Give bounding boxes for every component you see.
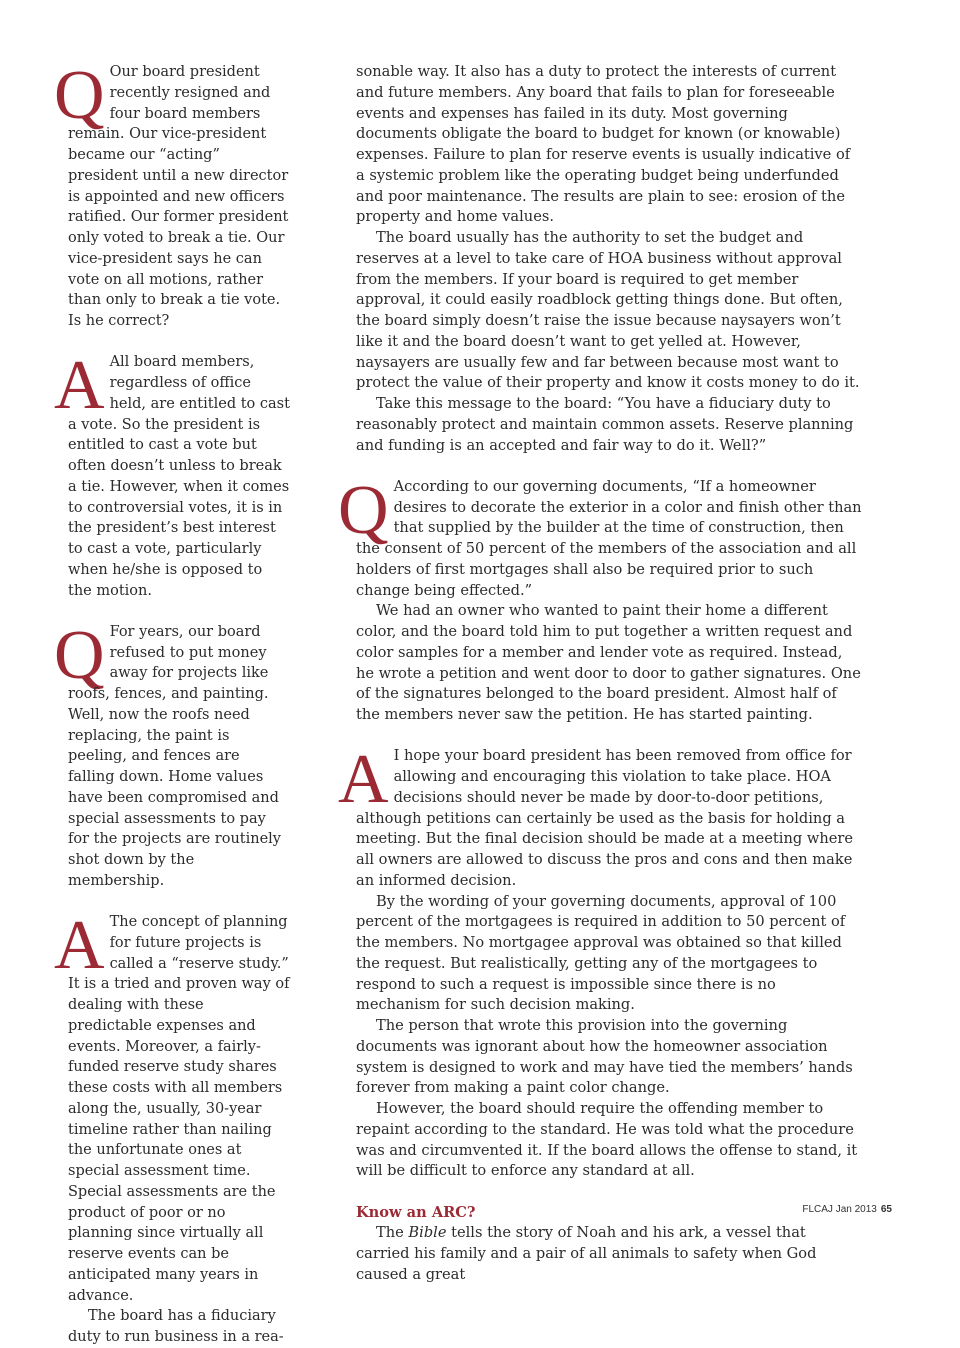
answer-3: [338, 741, 862, 1182]
answer-2-continued: sonable way. It also has a duty to protect the interests of current and future members. Any board that fails to plan for foreseeable events and expenses has failed in its duty. Most governing documents obligate the board to budget for known (or knowable) expenses. Failure to plan for reserve events is usually indicative of a systemic problem like the operating budget being underfunded and poor maintenance. The results are plain to see: erosion of the property and home values.: [356, 63, 851, 226]
page-number: 65: [880, 1204, 892, 1215]
dropcap-a: A: [338, 741, 389, 819]
section-paragraph: [356, 1223, 862, 1285]
answer-3-paragraph: By the wording of your governing documents, approval of 100 percent of the mortgagees is required in addition to 50 percent of the members. No mortgagee approval was obtained so that killed the request. But realistically, getting any of the mortgagees to respond to such a request is impossible since there is no mechanism for such decision making.: [356, 892, 846, 1014]
dropcap-q: Q: [338, 471, 389, 549]
section-rest: tells the story of Noah and his ark, a vessel that carried his family and a pair of all animals to safety when God caused a great: [356, 1224, 817, 1283]
question-3: [338, 471, 862, 726]
answer-3-paragraph: However, the board should require the offending member to repaint according to the standard. He was told what the procedure was and circumvented it. If the board allows the offense to stand, it will be difficult to enforce any standard at all.: [356, 1100, 858, 1180]
answer-2-continued: The board usually has the authority to set the budget and reserves at a level to take care of HOA business without approval from the members. If your board is required to get member approval, it could easily roadblock getting things done. But often, the board simply doesn’t raise the issue because naysayers won’t like it and the board doesn’t want to get yelled at. However, naysayers are usually few and far between because most want to protect the value of their property and know it costs money to do it.: [356, 229, 860, 392]
answer-2: [54, 907, 290, 1348]
page-footer: [802, 1204, 892, 1215]
question-2-text: For years, our board refused to put money away for projects like roofs, fences, and painting. Well, now the roofs need replacing, the paint is peeling, and fences are falling down. Home values have been compromised and special assessments to pay for the projects are routinely shot down by the membership.: [68, 623, 281, 889]
answer-2-continued: Take this message to the board: “You have a fiduciary duty to reasonably protect and maintain common assets. Reserve planning and funding is an accepted and fair way to do it. Well?”: [356, 395, 854, 454]
dropcap-q: Q: [54, 616, 105, 694]
answer-2-text: The concept of planning for future projects is called a “reserve study.” It is a tried and proven way of dealing with these predictable expenses and events. Moreover, a fairly-funded reserve study shares these costs with all members along the, usually, 30-year timeline rather than nailing the unfortunate ones at special assessment time. Special assessments are the product of poor or no planning since virtually all reserve events can be anticipated many years in advance.: [68, 914, 290, 1304]
answer-1: [54, 347, 290, 601]
question-3-text: According to our governing documents, “If a homeowner desires to decorate the exterior in a color and finish other than that supplied by the builder at the time of construction, then the consent of 50 percent of the members of the association and all holders of first mortgages shall also be required prior to such change being effected.”: [356, 477, 862, 599]
question-2: [54, 616, 290, 892]
question-1-text: Our board president recently resigned and four board members remain. Our vice-president became our “acting” president until a new director is appointed and new officers ratified. Our former president only voted to break a tie. Our vice-president says he can vote on all motions, rather than only to break a tie vote. Is he correct?: [68, 64, 289, 329]
section-heading: Know an ARC?: [356, 1203, 476, 1221]
answer-3-text: I hope your board president has been removed from office for allowing and encouraging this violation to take place. HOA decisions should never be made by door-to-door petitions, although petitions can certainly be used as the basis for holding a meeting. But the final decision should be made at a meeting where all owners are allowed to discuss the pros and cons and then make an informed decision.: [356, 747, 853, 889]
dropcap-q: Q: [54, 57, 105, 134]
dropcap-a: A: [54, 347, 105, 425]
publication-label: FLCAJ Jan 2013: [802, 1204, 877, 1215]
answer-2-paragraph: The board has a fiduciary duty to run business in a rea-: [68, 1308, 284, 1345]
right-column: [338, 62, 862, 1286]
section-italic: Bible: [408, 1224, 447, 1242]
dropcap-a: A: [54, 907, 105, 984]
question-1: [54, 57, 290, 332]
section-intro: The: [376, 1224, 409, 1242]
question-3-paragraph: We had an owner who wanted to paint their home a different color, and the board told him to put together a written request and color samples for a member and lender vote as required. Instead, he wrote a petition and went door to door to gather signatures. One of the signatures belonged to the board president. Almost half of the members never saw the petition. He has started painting.: [356, 602, 861, 723]
left-column: [54, 57, 290, 1348]
answer-3-paragraph: The person that wrote this provision into the governing documents was ignorant about how the homeowner association system is designed to work and may have tied the members’ hands forever from making a paint color change.: [356, 1017, 853, 1097]
answer-1-text: All board members, regardless of office held, are entitled to cast a vote. So the president is entitled to cast a vote but often doesn’t unless to break a tie. However, when it comes to controversial votes, it is in the president’s best interest to cast a vote, particularly when he/she is opposed to the motion.: [68, 354, 290, 599]
